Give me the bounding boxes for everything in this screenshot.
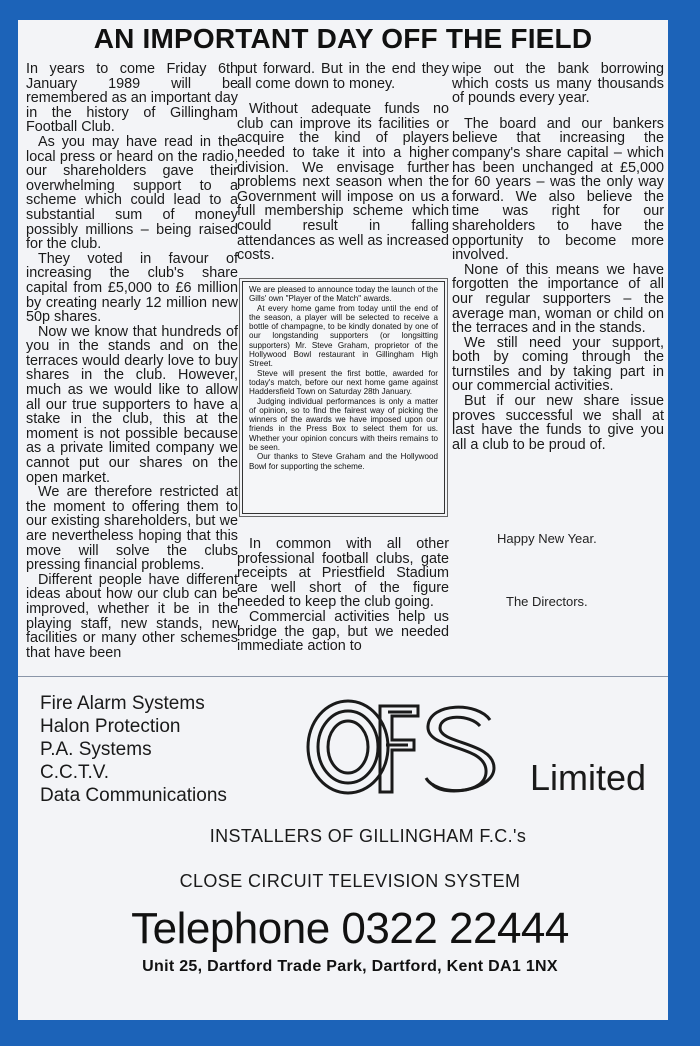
- paragraph: In common with all other professional football clubs, gate receipts at Priestfield Stadium are well short of the figure needed to keep the club going.: [237, 536, 449, 611]
- paragraph: But if our new share issue proves successful we shall at last have the funds to give you all a club to be proud of.: [452, 393, 664, 453]
- paragraph: Without adequate funds no club can improve its facilities or acquire the kind of players needed to take it into a higher division. We envisage further problems next season when the Government will impose on us a full membership scheme which could result in falling attendances as well as increased costs.: [237, 101, 449, 264]
- article-column-2-continued: [237, 537, 449, 654]
- address-line: Unit 25, Dartford Trade Park, Dartford, Kent DA1 1NX: [142, 958, 558, 975]
- article-column-2: [237, 62, 449, 263]
- paragraph: wipe out the bank borrowing which costs us many thousands of pounds every year.: [452, 61, 664, 107]
- paragraph: None of this means we have forgotten the importance of all our regular supporters – the average man, woman or child on the terraces and in the stands.: [452, 261, 664, 337]
- article-column-1: [26, 62, 238, 660]
- notice-paragraph: Steve will present the first bottle, awarded for today's match, before our next home game against Haddersfield Town on Saturday 28th January.: [249, 368, 438, 397]
- closing-signature: The Directors.: [506, 594, 588, 609]
- notice-paragraph: At every home game from today until the end of the season, a player will be selected to receive a bottle of champagne, to be kindly donated by one of our longstanding supporters (or longsitting supporters) Mr. Steve Graham, proprietor of the Hollywood Bowl restaurant in Gillingham High Street.: [249, 303, 438, 369]
- company-limited-label: Limited: [530, 757, 647, 798]
- headline: AN IMPORTANT DAY OFF THE FIELD: [93, 23, 593, 54]
- service-item: Fire Alarm Systems: [40, 693, 205, 714]
- paragraph: They voted in favour of increasing the club's share capital from £5,000 to £6 million by creating nearly 12 million new 50p shares.: [26, 250, 238, 326]
- cctv-line: CLOSE CIRCUIT TELEVISION SYSTEM: [179, 871, 521, 891]
- paragraph: In years to come Friday 6th January 1989 will be remembered as an important day in the history of Gillingham Football Club.: [26, 61, 238, 136]
- paragraph: Different people have different ideas about how our club can be improved, whether it be in the playing staff, new stands, new facilities or many other schemes that have been: [26, 571, 238, 661]
- notice-paragraph: Judging individual performances is only a matter of opinion, so to find the fairest way of picking the winners of the awards we have imposed upon our friends in the Press Box to select them for us. Whether your opinion concurs with theirs remains to be seen.: [249, 396, 438, 453]
- installers-line: INSTALLERS OF GILLINGHAM F.C.'s: [209, 826, 527, 846]
- paragraph: We are therefore restricted at the moment to offering them to our existing shareholders, but we are nevertheless hoping that this move will solve the clubs pressing financial problems.: [26, 484, 238, 574]
- article-column-3: [452, 62, 664, 452]
- paragraph: We still need your support, both by coming through the turnstiles and by taking part in our commercial activities.: [452, 334, 664, 395]
- paragraph: The board and our bankers believe that increasing the company's share capital – which has been unchanged at £5,000 for 60 years – was the only way forward. We also believe the time was right for our shareholders to have the opportunity to become more involved.: [452, 115, 664, 264]
- paragraph: As you may have read in the local press or heard on the radio, our shareholders gave their overwhelming support to a scheme which could lead to a substantial sum of money possibly millions – being raised for the club.: [26, 133, 238, 253]
- paragraph: put forward. But in the end they all come down to money.: [237, 61, 449, 92]
- service-item: C.C.T.V.: [40, 762, 109, 783]
- service-item: P.A. Systems: [40, 739, 152, 760]
- paragraph: Commercial activities help us bridge the gap, but we needed immediate action to: [237, 608, 449, 655]
- paragraph: Now we know that hundreds of you in the stands and on the terraces would dearly love to buy shares in the club. However, much as we would like to allow all our true supporters to have a stake in the club, this at the moment is not possible because as a private limited company we cannot put our shares on the open market.: [26, 323, 238, 486]
- player-of-match-notice-box: [242, 281, 445, 514]
- telephone-line: Telephone 0322 22444: [131, 904, 569, 953]
- ofs-logo: [300, 692, 500, 802]
- notice-paragraph: Our thanks to Steve Graham and the Hollywood Bowl for supporting the scheme.: [249, 452, 438, 471]
- closing-greeting: Happy New Year.: [497, 531, 597, 546]
- service-item: Data Communications: [40, 785, 227, 806]
- notice-paragraph: We are pleased to announce today the launch of the Gills' own "Player of the Match" awards.: [249, 285, 438, 304]
- service-item: Halon Protection: [40, 716, 181, 737]
- advert-services-list: [40, 692, 227, 807]
